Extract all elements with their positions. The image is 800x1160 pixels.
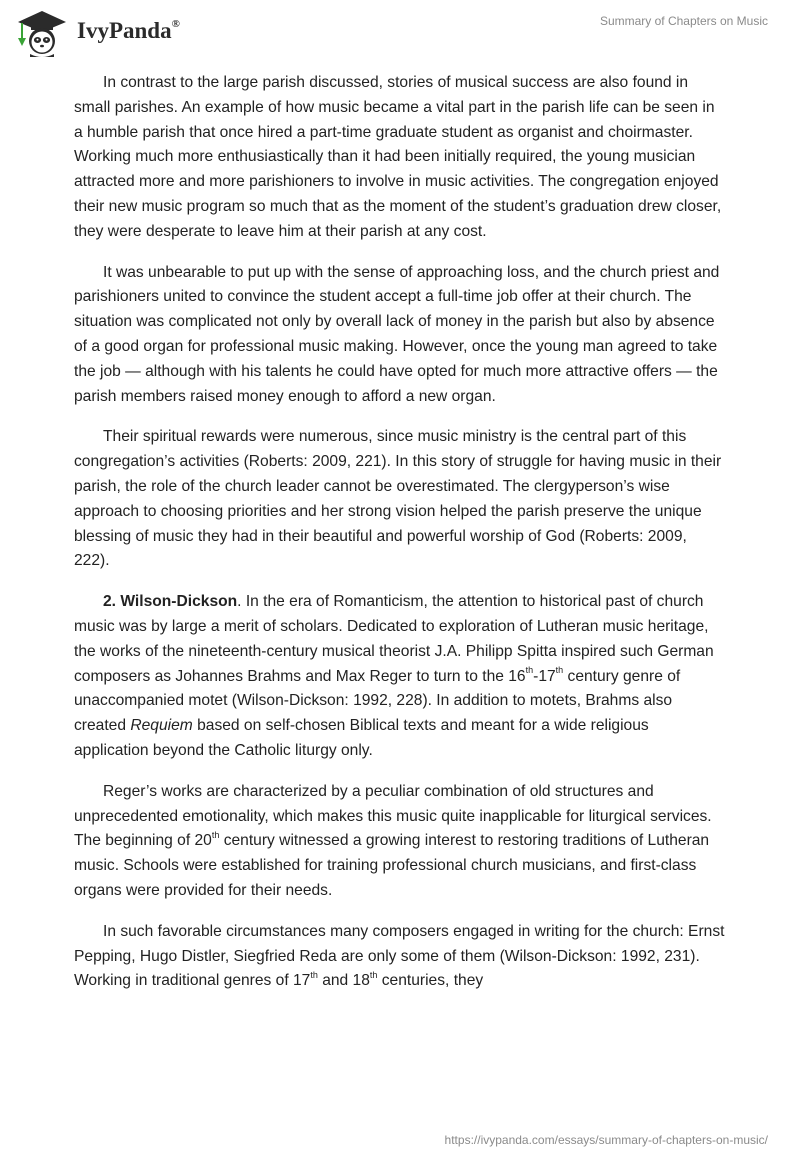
section-heading: 2. Wilson-Dickson bbox=[103, 593, 238, 611]
work-title: Requiem bbox=[130, 717, 193, 735]
document-title: Summary of Chapters on Music bbox=[599, 14, 768, 28]
panda-graduate-icon bbox=[14, 8, 74, 58]
paragraph-2: It was unbearable to put up with the sense of approaching loss, and the church priest and parishioners united to convince the student accept a full-time job offer at their church. The situation was complicated not only by overall lack of money in the parish but also by absence of a good organ for professional music making. However, once the young man agreed to take the job — although with his talents he could have opted for much more attractive offers — the parish members raised money enough to afford a new organ. bbox=[74, 263, 720, 405]
ivypanda-logo[interactable] bbox=[14, 8, 214, 60]
paragraph-6: In such favorable circumstances many composers engaged in writing for the church: Ernst Pepping, Hugo Distler, Siegfried Reda are only some of them (Wilson-Dickson: 1992, 231). Working in traditional genres of 17th and 18th centuries, they bbox=[74, 922, 725, 990]
paragraph-1: In contrast to the large parish discussed, stories of musical success are also found in small parishes. An example of how music became a vital part in the parish life can be seen in a humble parish that once hired a part-time graduate student as organist and choirmaster. Working much more enthusiastically than it had been initially required, the young musician attracted more and more parishioners to involve in music activities. The congregation enjoyed their new music program so much that as the moment of the student’s graduation drew closer, they were desperate to leave him at their parish at any cost. bbox=[74, 74, 722, 240]
paragraph-3: Their spiritual rewards were numerous, since music ministry is the central part of this congregation’s activities (Roberts: 2009, 221). In this story of struggle for having music in their parish, the role of the church leader cannot be overestimated. The clergyperson’s wise approach to choosing priorities and her strong vision helped the parish preserve the unique blessing of music they had in their beautiful and powerful worship of God (Roberts: 2009, 222). bbox=[74, 428, 722, 570]
paragraph-4: 2. Wilson-Dickson. In the era of Romanticism, the attention to historical past of church music was by large a merit of scholars. Dedicated to exploration of Lutheran music heritage, the works of the nineteenth-century musical theorist J.A. Philipp Spitta inspired such German composers as Johannes Brahms and Max Reger to turn to the 16th-17th century genre of unaccompanied motet (Wilson-Dickson: 1992, 228). In addition to motets, Brahms also created Requiem based on self-chosen Biblical texts and meant for a wide religious application beyond the Catholic liturgy only. bbox=[74, 593, 714, 759]
brand-name: IvyPanda® bbox=[77, 18, 180, 43]
essay-body bbox=[74, 71, 726, 1010]
page-header bbox=[0, 0, 800, 70]
source-url[interactable]: https://ivypanda.com/essays/summary-of-chapters-on-music/ bbox=[444, 1133, 768, 1147]
paragraph-5: Reger’s works are characterized by a peculiar combination of old structures and unprecedented emotionality, which makes this music quite inapplicable for liturgical services. The beginning of 20th century witnessed a growing interest to restoring traditions of Lutheran music. Schools were established for training professional church musicians, and first-class organs were provided for their needs. bbox=[74, 782, 712, 899]
